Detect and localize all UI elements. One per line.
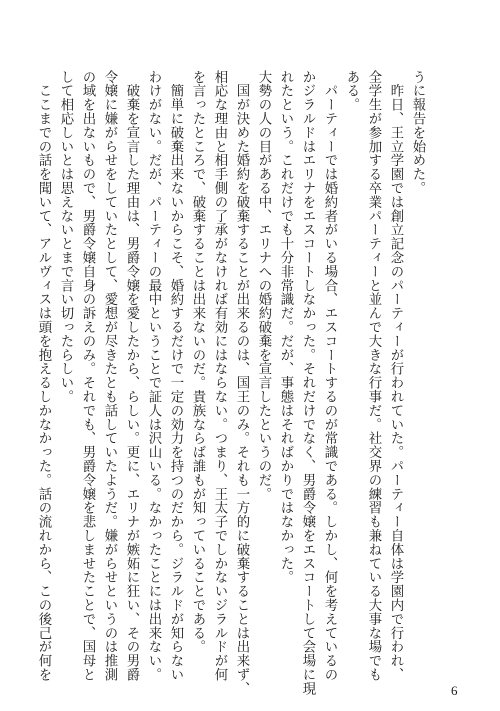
text-line: かジラルドはエリナをエスコートしなかった。それだけでなく、男爵令嬢をエスコートして会場に現 (300, 70, 315, 696)
text-line: 国が決めた婚約を破棄することが出来るのは、国王のみ。それも一方的に破棄することは出来ず、 (234, 70, 249, 696)
text-line: 昨日、王立学園では創立記念のパーティーが行われていた。パーティー自体は学園内で行われ、 (388, 70, 403, 682)
text-line: うに報告を始めた。 (410, 70, 425, 196)
page-number: 6 (451, 683, 458, 698)
body-text (36, 70, 428, 696)
text-line: ここまでの話を聞いて、アルヴィスは頭を抱えるしかなかった。話の流れから、この後己が何を (36, 70, 51, 682)
text-line: 大勢の人の目がある中、エリナへの婚約破棄を宣言したというのだ。 (256, 70, 271, 501)
text-line: 令嬢に嫌がらせをしていたとして、愛想が尽きたとも話していたようだ。嫌がらせというのは推測 (102, 70, 117, 682)
text-line: の域を出ないもので、男爵令嬢自身の訴えのみ。それでも、男爵令嬢を悲しませたことで、国母と (80, 70, 95, 682)
text-line: 全学生が参加する卒業パーティーと並んで大きな行事だ。社交界の練習も兼ねている大事な場でも (366, 70, 381, 682)
text-line: 破棄を宣言した理由は、男爵令嬢を愛したから、らしい。更に、エリナが嫉妬に狂い、その男爵 (124, 70, 139, 682)
text-line: わけがない。だが、パーティーの最中ということで証人は沢山いる。なかったことには出来ない。 (146, 70, 161, 682)
text-line: ある。 (344, 70, 359, 112)
text-line: パーティーでは婚約者がいる場合、エスコートするのが常識である。しかし、何を考えているの (322, 70, 337, 682)
text-line: れたという。これだけでも十分非常識だ。だが、事態はそればかりではなかった。 (278, 70, 293, 585)
text-line: 簡単に破棄出来ないからこそ、婚約するだけで一定の効力を持つのだから。ジラルドが知らない (168, 70, 183, 682)
text-line: を言ったところで、破棄することは出来ないのだ。貴族ならば誰もが知っていることである。 (190, 70, 205, 654)
text-line: して相応しいとは思えないとまで言い切ったらしい。 (58, 70, 73, 404)
text-line: 相応な理由と相手側の了承がなければ有効にはならない。つまり、王太子でしかないジラルドが何 (212, 70, 227, 682)
